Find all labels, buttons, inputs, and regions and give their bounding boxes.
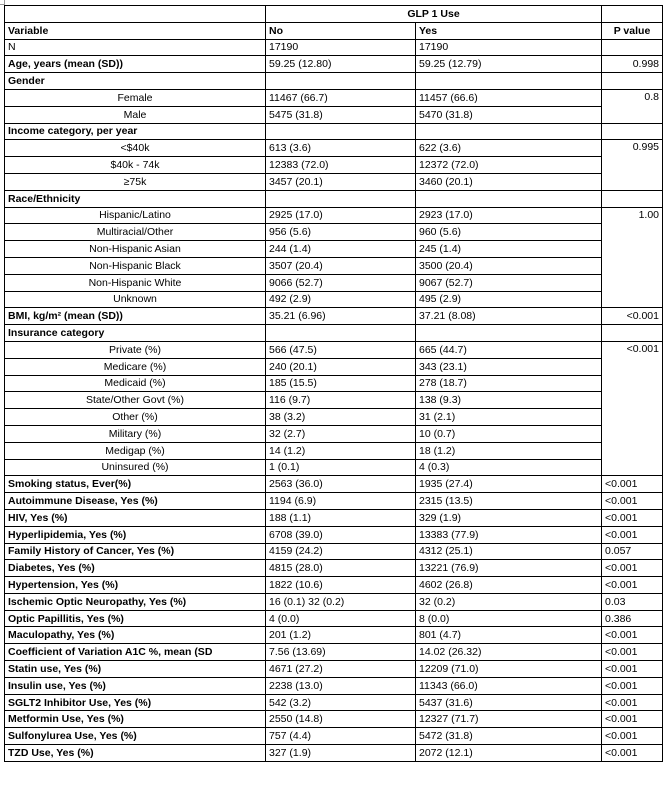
cell-yes: 1935 (27.4) (416, 476, 602, 493)
cell-yes: 10 (0.7) (416, 425, 602, 442)
cell-no: 16 (0.1) 32 (0.2) (266, 593, 416, 610)
cell-yes: 13221 (76.9) (416, 560, 602, 577)
cell-no: 5475 (31.8) (266, 106, 416, 123)
cell-no: 244 (1.4) (266, 241, 416, 258)
table-row (5, 711, 663, 728)
cell-no: 32 (2.7) (266, 425, 416, 442)
cell-yes: 665 (44.7) (416, 341, 602, 358)
row-label: Non-Hispanic Black (5, 257, 266, 274)
row-label: Male (5, 106, 266, 123)
row-label: Other (%) (5, 409, 266, 426)
table-row (5, 560, 663, 577)
header-blank-variable (5, 6, 266, 23)
cell-yes: 278 (18.7) (416, 375, 602, 392)
cell-yes: 8 (0.0) (416, 610, 602, 627)
cell-yes: 12372 (72.0) (416, 157, 602, 174)
cell-no (266, 73, 416, 90)
cell-yes: 4602 (26.8) (416, 577, 602, 594)
cell-yes: 138 (9.3) (416, 392, 602, 409)
cell-no: 2563 (36.0) (266, 476, 416, 493)
cell-p-value: 0.998 (602, 56, 663, 73)
cell-p-value (602, 325, 663, 342)
row-label: Hypertension, Yes (%) (5, 577, 266, 594)
table-row (5, 207, 663, 224)
table-row (5, 593, 663, 610)
cell-no (266, 190, 416, 207)
table-row (5, 745, 663, 762)
cell-p-value: <0.001 (602, 711, 663, 728)
cell-yes: 801 (4.7) (416, 627, 602, 644)
cell-no: 7.56 (13.69) (266, 644, 416, 661)
table-row (5, 274, 663, 291)
row-label: Age, years (mean (SD)) (5, 56, 266, 73)
cell-yes (416, 190, 602, 207)
cell-yes: 37.21 (8.08) (416, 308, 602, 325)
cell-yes: 4 (0.3) (416, 459, 602, 476)
cell-yes: 622 (3.6) (416, 140, 602, 157)
cell-p-value: <0.001 (602, 308, 663, 325)
table-row (5, 442, 663, 459)
cell-no: 201 (1.2) (266, 627, 416, 644)
table-row (5, 241, 663, 258)
cell-p-value: <0.001 (602, 728, 663, 745)
table-row (5, 627, 663, 644)
table-row (5, 392, 663, 409)
row-label: Uninsured (%) (5, 459, 266, 476)
row-label: TZD Use, Yes (%) (5, 745, 266, 762)
cell-yes (416, 73, 602, 90)
row-label: Smoking status, Ever(%) (5, 476, 266, 493)
cell-no: 4671 (27.2) (266, 661, 416, 678)
header-row-group (5, 6, 663, 23)
cell-yes: 4312 (25.1) (416, 543, 602, 560)
cell-no: 2550 (14.8) (266, 711, 416, 728)
row-label: Income category, per year (5, 123, 266, 140)
row-label: Hispanic/Latino (5, 207, 266, 224)
row-label: Race/Ethnicity (5, 190, 266, 207)
cell-p-value: <0.001 (602, 677, 663, 694)
cell-no: 240 (20.1) (266, 358, 416, 375)
table-row (5, 73, 663, 90)
header-glp1-use: GLP 1 Use (266, 6, 602, 23)
header-row-columns (5, 22, 663, 39)
cell-p-value: 1.00 (602, 207, 663, 308)
row-label: Non-Hispanic Asian (5, 241, 266, 258)
table-row (5, 610, 663, 627)
table-row (5, 106, 663, 123)
row-label: Medigap (%) (5, 442, 266, 459)
table-row (5, 308, 663, 325)
cell-yes: 12209 (71.0) (416, 661, 602, 678)
cell-p-value: <0.001 (602, 560, 663, 577)
cell-no: 3457 (20.1) (266, 173, 416, 190)
table-row (5, 694, 663, 711)
table-row (5, 291, 663, 308)
row-label: ≥75k (5, 173, 266, 190)
cell-yes: 960 (5.6) (416, 224, 602, 241)
header-variable: Variable (5, 22, 266, 39)
table-row (5, 476, 663, 493)
row-label: Ischemic Optic Neuropathy, Yes (%) (5, 593, 266, 610)
header-no: No (266, 22, 416, 39)
cell-no: 12383 (72.0) (266, 157, 416, 174)
cell-no (266, 123, 416, 140)
header-blank-p (602, 6, 663, 23)
cell-p-value: 0.057 (602, 543, 663, 560)
cell-p-value: 0.386 (602, 610, 663, 627)
table-row (5, 123, 663, 140)
cell-p-value: <0.001 (602, 341, 663, 475)
row-label: N (5, 39, 266, 56)
row-label: Maculopathy, Yes (%) (5, 627, 266, 644)
table-row (5, 140, 663, 157)
table-row (5, 577, 663, 594)
row-label: Non-Hispanic White (5, 274, 266, 291)
cell-yes: 495 (2.9) (416, 291, 602, 308)
cell-no: 1194 (6.9) (266, 493, 416, 510)
cell-no: 4159 (24.2) (266, 543, 416, 560)
table-row (5, 89, 663, 106)
row-label: Statin use, Yes (%) (5, 661, 266, 678)
header-yes: Yes (416, 22, 602, 39)
table-row (5, 341, 663, 358)
cell-p-value: <0.001 (602, 577, 663, 594)
cell-no: 188 (1.1) (266, 509, 416, 526)
cell-no: 35.21 (6.96) (266, 308, 416, 325)
row-label: Optic Papillitis, Yes (%) (5, 610, 266, 627)
row-label: Metformin Use, Yes (%) (5, 711, 266, 728)
row-label: Hyperlipidemia, Yes (%) (5, 526, 266, 543)
row-label: Insurance category (5, 325, 266, 342)
row-label: SGLT2 Inhibitor Use, Yes (%) (5, 694, 266, 711)
cell-p-value: 0.8 (602, 89, 663, 123)
table-row (5, 157, 663, 174)
cell-no: 185 (15.5) (266, 375, 416, 392)
cell-p-value (602, 123, 663, 140)
table-row (5, 375, 663, 392)
row-label: Military (%) (5, 425, 266, 442)
cell-no: 2925 (17.0) (266, 207, 416, 224)
cell-p-value: <0.001 (602, 627, 663, 644)
cell-p-value (602, 39, 663, 56)
cell-p-value: <0.001 (602, 745, 663, 762)
table-row (5, 409, 663, 426)
cell-p-value: <0.001 (602, 493, 663, 510)
cell-p-value: <0.001 (602, 476, 663, 493)
cell-yes (416, 325, 602, 342)
cell-yes: 5437 (31.6) (416, 694, 602, 711)
cell-no: 1822 (10.6) (266, 577, 416, 594)
cell-no: 327 (1.9) (266, 745, 416, 762)
cell-yes: 13383 (77.9) (416, 526, 602, 543)
table-row (5, 459, 663, 476)
cell-no: 17190 (266, 39, 416, 56)
row-label: Private (%) (5, 341, 266, 358)
cell-p-value (602, 190, 663, 207)
cell-yes (416, 123, 602, 140)
row-label: Insulin use, Yes (%) (5, 677, 266, 694)
cell-yes: 329 (1.9) (416, 509, 602, 526)
row-label: BMI, kg/m² (mean (SD)) (5, 308, 266, 325)
row-label: Sulfonylurea Use, Yes (%) (5, 728, 266, 745)
table-row (5, 644, 663, 661)
row-label: Autoimmune Disease, Yes (%) (5, 493, 266, 510)
row-label: Medicaid (%) (5, 375, 266, 392)
cell-no: 757 (4.4) (266, 728, 416, 745)
cell-no: 542 (3.2) (266, 694, 416, 711)
cell-p-value: <0.001 (602, 661, 663, 678)
cell-no: 116 (9.7) (266, 392, 416, 409)
cell-yes: 5472 (31.8) (416, 728, 602, 745)
cell-p-value: <0.001 (602, 526, 663, 543)
cell-yes: 18 (1.2) (416, 442, 602, 459)
row-label: <$40k (5, 140, 266, 157)
cell-yes: 11343 (66.0) (416, 677, 602, 694)
cell-no: 38 (3.2) (266, 409, 416, 426)
cell-no: 613 (3.6) (266, 140, 416, 157)
row-label: Female (5, 89, 266, 106)
cell-no: 59.25 (12.80) (266, 56, 416, 73)
cell-no (266, 325, 416, 342)
table-row (5, 56, 663, 73)
row-label: Gender (5, 73, 266, 90)
table-row (5, 39, 663, 56)
cell-yes: 31 (2.1) (416, 409, 602, 426)
cell-yes: 14.02 (26.32) (416, 644, 602, 661)
table-row (5, 358, 663, 375)
cell-no: 2238 (13.0) (266, 677, 416, 694)
cell-yes: 17190 (416, 39, 602, 56)
cell-yes: 3500 (20.4) (416, 257, 602, 274)
cell-no: 1 (0.1) (266, 459, 416, 476)
table-row (5, 677, 663, 694)
row-label: Coefficient of Variation A1C %, mean (SD (5, 644, 266, 661)
row-label: HIV, Yes (%) (5, 509, 266, 526)
table-row (5, 257, 663, 274)
cell-p-value: <0.001 (602, 694, 663, 711)
row-label: Diabetes, Yes (%) (5, 560, 266, 577)
row-label: Unknown (5, 291, 266, 308)
cell-yes: 245 (1.4) (416, 241, 602, 258)
cell-no: 14 (1.2) (266, 442, 416, 459)
cell-no: 6708 (39.0) (266, 526, 416, 543)
table-row (5, 190, 663, 207)
cell-yes: 59.25 (12.79) (416, 56, 602, 73)
cell-no: 492 (2.9) (266, 291, 416, 308)
cell-no: 9066 (52.7) (266, 274, 416, 291)
cell-no: 4815 (28.0) (266, 560, 416, 577)
cell-yes: 9067 (52.7) (416, 274, 602, 291)
row-label: Family History of Cancer, Yes (%) (5, 543, 266, 560)
table-row (5, 224, 663, 241)
cell-p-value: 0.995 (602, 140, 663, 190)
header-p-value: P value (602, 22, 663, 39)
table-row (5, 661, 663, 678)
table-row (5, 526, 663, 543)
cell-yes: 343 (23.1) (416, 358, 602, 375)
table-row (5, 728, 663, 745)
cell-yes: 5470 (31.8) (416, 106, 602, 123)
table-row (5, 425, 663, 442)
table-body (5, 6, 663, 762)
table-row (5, 509, 663, 526)
cell-no: 3507 (20.4) (266, 257, 416, 274)
cell-p-value: 0.03 (602, 593, 663, 610)
row-label: Medicare (%) (5, 358, 266, 375)
cell-p-value: <0.001 (602, 644, 663, 661)
cell-no: 566 (47.5) (266, 341, 416, 358)
cell-no: 4 (0.0) (266, 610, 416, 627)
table-row (5, 173, 663, 190)
row-label: $40k - 74k (5, 157, 266, 174)
cell-no: 956 (5.6) (266, 224, 416, 241)
glp1-characteristics-table (4, 5, 663, 762)
table-row (5, 325, 663, 342)
cell-yes: 2315 (13.5) (416, 493, 602, 510)
cell-yes: 32 (0.2) (416, 593, 602, 610)
row-label: Multiracial/Other (5, 224, 266, 241)
cell-p-value: <0.001 (602, 509, 663, 526)
table-row (5, 493, 663, 510)
row-label: State/Other Govt (%) (5, 392, 266, 409)
cell-yes: 11457 (66.6) (416, 89, 602, 106)
cell-yes: 2923 (17.0) (416, 207, 602, 224)
table-row (5, 543, 663, 560)
cell-yes: 3460 (20.1) (416, 173, 602, 190)
cell-yes: 12327 (71.7) (416, 711, 602, 728)
cell-yes: 2072 (12.1) (416, 745, 602, 762)
cell-p-value (602, 73, 663, 90)
cell-no: 11467 (66.7) (266, 89, 416, 106)
